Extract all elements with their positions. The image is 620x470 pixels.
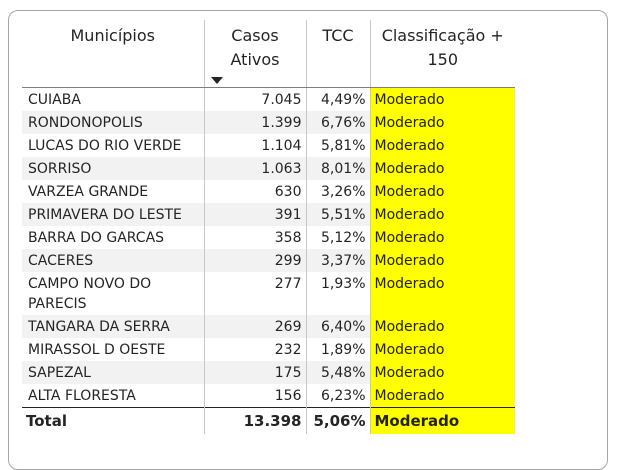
cell-municipio: TANGARA DA SERRA <box>22 315 204 338</box>
table-row[interactable] <box>22 272 515 315</box>
cell-municipio: LUCAS DO RIO VERDE <box>28 138 182 154</box>
municipios-table <box>22 20 515 434</box>
total-tcc: 5,06% <box>306 408 370 435</box>
cell-classificacao: Moderado <box>370 180 515 203</box>
column-header-label: TCC <box>322 26 354 45</box>
cell-classificacao: Moderado <box>370 315 515 338</box>
cell-tcc: 3,37% <box>306 249 370 272</box>
data-table <box>22 20 515 434</box>
total-label: Total <box>22 408 204 435</box>
cell-classificacao: Moderado <box>370 384 515 408</box>
cell-casos-ativos: 1.063 <box>204 157 306 180</box>
column-header-municipios[interactable] <box>22 20 204 88</box>
cell-tcc: 6,40% <box>306 315 370 338</box>
table-body <box>22 88 515 408</box>
cell-casos-ativos: 1.399 <box>204 111 306 134</box>
cell-municipio: VARZEA GRANDE <box>28 184 149 200</box>
cell-classificacao: Moderado <box>370 157 515 180</box>
total-classificacao: Moderado <box>370 408 515 435</box>
table-row[interactable] <box>22 315 515 338</box>
cell-casos-ativos: 1.104 <box>204 134 306 157</box>
cell-municipio: CACERES <box>22 249 204 272</box>
cell-tcc: 8,01% <box>306 157 370 180</box>
cell-classificacao: Moderado <box>370 338 515 361</box>
table-row[interactable] <box>22 111 515 134</box>
cell-casos-ativos: 7.045 <box>204 88 306 112</box>
cell-casos-ativos: 156 <box>204 384 306 408</box>
table-row[interactable] <box>22 180 515 203</box>
cell-municipio: ALTA FLORESTA <box>28 388 136 404</box>
column-header-label: Municípios <box>70 26 155 45</box>
column-header-casos-ativos[interactable] <box>204 20 306 88</box>
cell-municipio: BARRA DO GARCAS <box>28 230 165 246</box>
cell-tcc: 5,81% <box>306 134 370 157</box>
cell-municipio: MIRASSOL D OESTE <box>28 342 166 358</box>
cell-tcc: 4,49% <box>306 88 370 112</box>
cell-casos-ativos: 299 <box>204 249 306 272</box>
cell-tcc: 1,89% <box>306 338 370 361</box>
cell-municipio: PRIMAVERA DO LESTE <box>22 203 204 226</box>
cell-casos-ativos: 391 <box>204 203 306 226</box>
cell-classificacao: Moderado <box>370 272 515 315</box>
cell-municipio: SAPEZAL <box>22 361 204 384</box>
column-header-label: Classificação + 150 <box>381 26 504 69</box>
table-row[interactable] <box>22 226 515 249</box>
table-row[interactable] <box>22 384 515 408</box>
total-row <box>22 408 515 435</box>
table-row[interactable] <box>22 249 515 272</box>
cell-classificacao: Moderado <box>370 88 515 112</box>
cell-casos-ativos: 232 <box>204 338 306 361</box>
table-row[interactable] <box>22 361 515 384</box>
table-row[interactable] <box>22 134 515 157</box>
cell-casos-ativos: 269 <box>204 315 306 338</box>
cell-classificacao: Moderado <box>370 361 515 384</box>
cell-classificacao: Moderado <box>370 249 515 272</box>
cell-municipio: CUIABA <box>28 92 81 108</box>
cell-classificacao: Moderado <box>370 134 515 157</box>
cell-tcc: 6,76% <box>306 111 370 134</box>
cell-casos-ativos: 277 <box>204 272 306 315</box>
total-casos: 13.398 <box>204 408 306 435</box>
column-header-label: Casos Ativos <box>230 26 280 69</box>
cell-classificacao: Moderado <box>370 226 515 249</box>
cell-municipio: CAMPO NOVO DO PARECIS <box>28 276 152 312</box>
table-row[interactable] <box>22 203 515 226</box>
cell-classificacao: Moderado <box>370 203 515 226</box>
cell-tcc: 1,93% <box>306 272 370 315</box>
cell-casos-ativos: 358 <box>204 226 306 249</box>
table-row[interactable] <box>22 88 515 112</box>
column-header-tcc[interactable] <box>306 20 370 88</box>
cell-tcc: 3,26% <box>306 180 370 203</box>
sort-descending-icon[interactable] <box>211 77 223 84</box>
header-row <box>22 20 515 88</box>
cell-casos-ativos: 175 <box>204 361 306 384</box>
cell-tcc: 5,12% <box>306 226 370 249</box>
cell-municipio: RONDONOPOLIS <box>22 111 204 134</box>
cell-casos-ativos: 630 <box>204 180 306 203</box>
cell-classificacao: Moderado <box>370 111 515 134</box>
cell-tcc: 5,48% <box>306 361 370 384</box>
table-row[interactable] <box>22 157 515 180</box>
column-header-classificacao[interactable] <box>370 20 515 88</box>
cell-tcc: 5,51% <box>306 203 370 226</box>
table-row[interactable] <box>22 338 515 361</box>
cell-municipio: SORRISO <box>22 157 204 180</box>
cell-tcc: 6,23% <box>306 384 370 408</box>
